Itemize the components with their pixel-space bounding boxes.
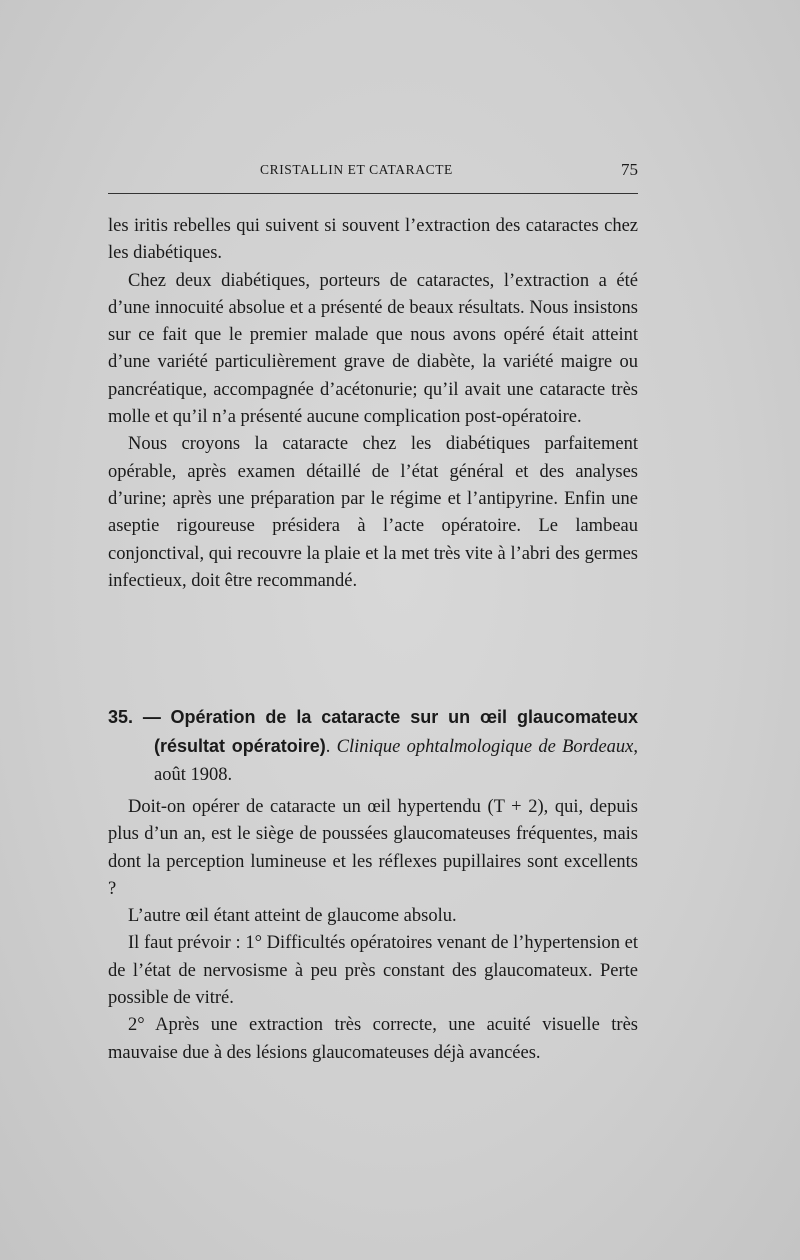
glaucoma-section <box>108 794 638 1067</box>
paragraph-conclusion: Nous croyons la cataracte chez les diabétiques parfaitement opérable, après examen détaillé de l’état général et des analyses d’urine; après une préparation par le régime et l’antipyrine. Enfin une aseptie rigoureuse présidera à l’acte opératoire. Le lambeau conjonctival, qui recouvre la plaie et la met très vite à l’abri des germes infectieux, doit être recommandé. <box>108 434 638 591</box>
paragraph-continuation: les iritis rebelles qui suivent si souvent l’extraction des cataractes chez les diabétiques. <box>108 216 638 264</box>
entry-heading <box>108 703 638 789</box>
paragraph-visual-acuity: 2° Après une extraction très correcte, une acuité visuelle très mauvaise due à des lésions glaucomateuses déjà avancées. <box>108 1015 638 1063</box>
diabetic-cataract-section <box>108 213 638 595</box>
paragraph-two-cases: Chez deux diabétiques, porteurs de cataractes, l’extraction a été d’une innocuité absolue et a présenté de beaux résultats. Nous insistons sur ce fait que le premier malade que nous avons opéré était atteint d’une variété particulièrement grave de diabète, la variété maigre ou pancréatique, accompagnée d’acétonurie; qu’il avait une cataracte très molle et qu’il n’a présenté aucune complication post-opératoire. <box>108 270 638 428</box>
paragraph-difficulties: Il faut prévoir : 1° Difficultés opératoires venant de l’hypertension et de l’état de nervosisme à peu près constant des glaucomateux. Perte possible de vitré. <box>108 933 638 1009</box>
entry-separator: . <box>325 737 337 757</box>
entry-title: Opération de la cataracte sur un œil glaucomateux (résultat opératoire) <box>154 707 638 756</box>
header-rule <box>108 193 638 194</box>
bibliography-entry-35 <box>108 703 638 789</box>
paragraph-other-eye: L’autre œil étant atteint de glaucome absolu. <box>128 906 457 927</box>
running-head <box>108 158 638 182</box>
entry-number: 35. — <box>108 707 161 727</box>
entry-date: , août 1908. <box>154 737 638 785</box>
paragraph-question: Doit-on opérer de cataracte un œil hypertendu (T + 2), qui, depuis plus d’un an, est le siège de poussées glaucomateuses fréquentes, mais dont la perception lumineuse et les réflexes pupillaires sont excellents ? <box>108 797 638 899</box>
entry-journal: Clinique ophtalmologique de Bordeaux <box>336 737 634 757</box>
page-number: 75 <box>621 160 638 179</box>
running-title: CRISTALLIN ET CATARACTE <box>260 162 453 177</box>
